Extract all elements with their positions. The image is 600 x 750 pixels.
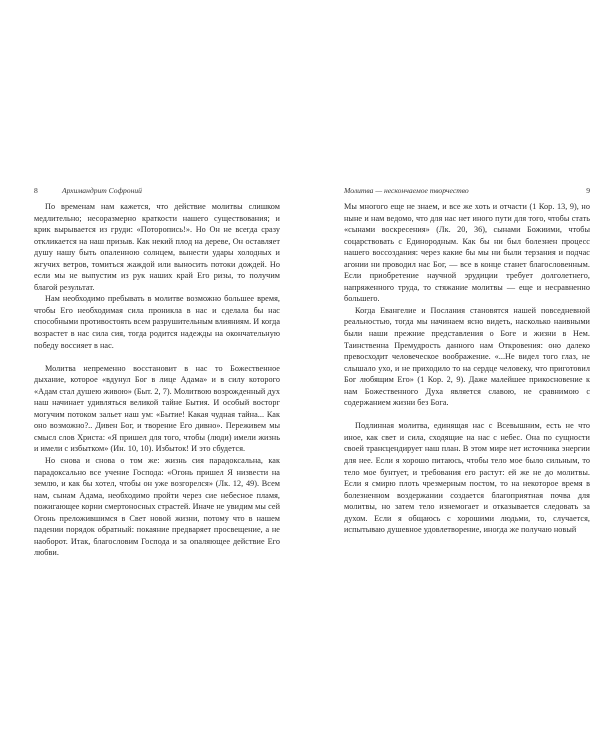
left-body-text xyxy=(34,201,280,559)
left-page-number: 8 xyxy=(34,186,38,195)
left-running-title: Архимандрит Софроний xyxy=(62,186,142,195)
paragraph: Нам необходимо пребывать в молитве возможно большее время, чтобы Его необходимая сила проникла в нас и сделала бы нас способными противостоять всем разрушительным влияниям. И когда возрастет в нас сила сия, тогда родится надежды на окончательную победу воссияет в нас. xyxy=(34,294,280,350)
right-running-title: Молитва — нескончаемое творчество xyxy=(344,186,469,195)
paragraph: Но снова и снова о том же: жизнь сия парадоксальна, как парадоксально все учение Господа: «Огонь пришел Я низвести на землю, и как бы хотел, чтобы он уже возгорелся» (Лк. 12, 49). Всем нам, сынам Адама, необходимо пройти через сие небесное пламя, пожигающее корни смертоносных страстей. Иначе не увидим мы сей Огонь преложившимся в Свет новой жизни, потому что в нашем падении порядок обратный: покаяние предваряет просвещение, а не наоборот. Итак, благословим Господа и за опаляющее действие Его любви. xyxy=(34,456,280,558)
section-gap xyxy=(344,409,590,421)
paragraph: По временам нам кажется, что действие молитвы слишком медлительно; несоразмерно краткости нашего существования; и крик вырывается из груди: «Поторопись!». Но Он не всегда сразу откликается на наш призыв. Как некий плод на дереве, Он оставляет душу нашу быть опаленною солнцем, вынести удары холодных и жгучих ветров, томиться жаждой или выносить потоки дождей. Но если мы не выпустим из рук наших край Его ризы, то получим благой результат. xyxy=(34,202,280,292)
paragraph: Когда Евангелие и Послания становятся нашей повседневной реальностью, тогда мы начинаем ясно видеть, насколько наивными были наши прежние представления о Боге и жизни в Нем. Таинственна Премудрость данного нам Откровения: оно далеко превосходит человеческое воображение. «...Не видел того глаз, не слышало ухо, и не приходило то на сердце человеку, что приготовил Бог любящим Его» (1 Кор. 2, 9). Даже малейшее прикосновение к нам Божественного Духа является славою, не сравнимою с содержанием жизни без Бога. xyxy=(344,305,590,408)
right-body-text xyxy=(344,201,590,536)
section-gap xyxy=(34,351,280,363)
paragraph: Подлинная молитва, единящая нас с Всевышним, есть не что иное, как свет и сила, сходящие на нас с небес. Она по сущности своей трансцендирует наш план. В этом мире нет источника энергии для нее. Если я хорошо питаюсь, чтобы тело мое было сильным, то тело мое бунтует, и требования его растут: ей же не до молитвы. Если я смирю плоть чрезмерным постом, то на некоторое время в болезненном воздержании создается благоприятная почва для молитвы, но затем тело изнемогает и отказывается следовать за духом. Если я общаюсь с хорошими людьми, то, случается, испытываю душевное удовлетворение, иногда же получаю новый xyxy=(344,421,590,535)
paragraph: Молитва непременно восстановит в нас то Божественное дыхание, которое «вдунул Бог в лице Адама» и в силу которого «Адам стал душею живою» (Быт. 2, 7). Молитвою возрожденный дух наш начинает удивляться великой тайне Бытия. И особый восторг могучим потоком зальет наш ум: «Бытие! Какая чудная тайна... Как оно возможно?.. Дивен Бог, и творение Его дивно». Переживем мы смысл слов Христа: «Я пришел для того, чтобы (люди) имели жизнь и имели с избытком» (Ин. 10, 10). Избыток! И это сбудется. xyxy=(34,363,280,454)
right-page-number: 9 xyxy=(586,186,590,195)
paragraph: Мы многого еще не знаем, и все же хоть и отчасти (1 Кор. 13, 9), но ныне и нам ведомо, что для нас нет иного пути для того, чтобы стать «сынами воскресения» (Лк. 20, 36), сынами Божиими, чтобы соцарствовать с Единородным. Как бы ни был болезнен процесс нашего воссоздания: через какие бы мы ни были терзания и подчас агонии ни проводил нас Бог, — все в конце станет благословенным. Если приобретение научной эрудиции требует долголетнего, напряженного труда, то стяжание молитвы — еще и несравненно большего. xyxy=(344,202,590,304)
